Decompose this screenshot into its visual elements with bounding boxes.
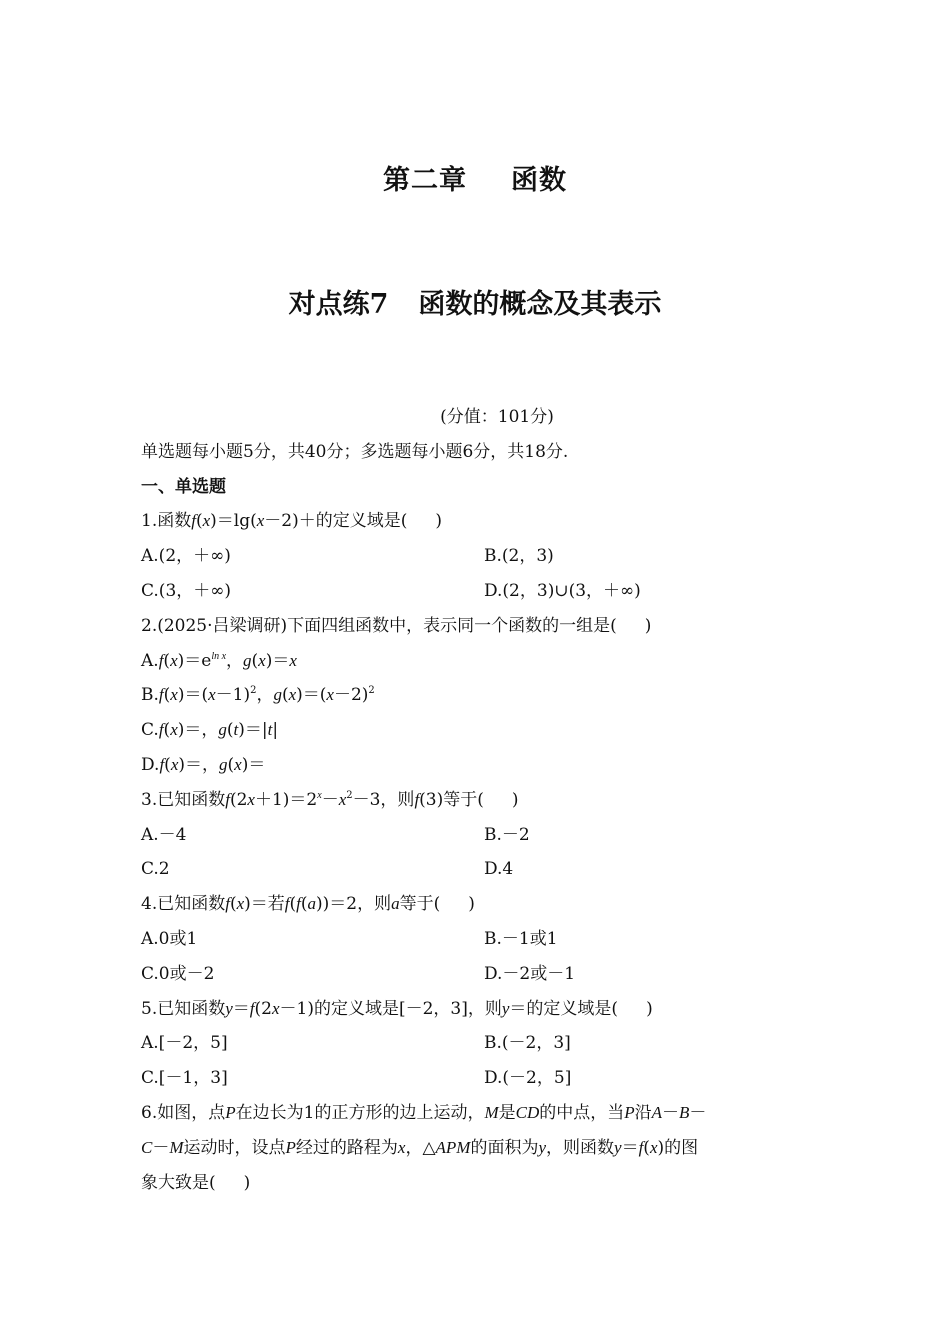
text-fragment: －1)	[215, 685, 251, 706]
text-fragment: x	[649, 1137, 658, 1157]
text-fragment: 的面积为	[470, 1137, 539, 1158]
text-fragment: 运动时，设点	[183, 1137, 286, 1158]
question-4-options-ab	[141, 922, 813, 957]
text-fragment: x	[288, 685, 297, 705]
text-fragment: f	[158, 720, 164, 740]
text-fragment: (3)等于(	[419, 789, 484, 810]
text-fragment: P	[624, 1102, 635, 1122]
text-fragment: 1.	[141, 511, 158, 532]
question-1-options-cd	[141, 574, 813, 609]
text-fragment: 5.已知函数	[141, 998, 226, 1019]
option-d[interactable]: D.(－2，5]	[484, 1068, 572, 1089]
text-fragment: ＝	[232, 998, 250, 1019]
text-fragment: ＝的定义域是(	[509, 998, 619, 1019]
text-fragment: (	[643, 1137, 650, 1158]
option-d[interactable]	[141, 748, 813, 783]
text-fragment: g	[219, 754, 228, 774]
chapter-number: 第二章	[383, 165, 467, 196]
text-fragment: (	[226, 720, 234, 741]
option-c[interactable]: C.2	[141, 859, 170, 880]
text-fragment: 2	[250, 685, 257, 697]
text-fragment: CD	[515, 1102, 540, 1122]
text-fragment: x	[236, 894, 245, 914]
option-c[interactable]: C.(3，＋∞)	[141, 580, 232, 601]
text-fragment: x	[317, 789, 322, 801]
text-fragment: )的图	[657, 1137, 699, 1158]
option-b[interactable]: B.(－2，3]	[484, 1033, 571, 1054]
text-fragment: a	[391, 894, 400, 914]
text-fragment: －	[321, 789, 339, 810]
option-d[interactable]: D.－2或－1	[484, 963, 576, 984]
text-fragment: ，	[256, 685, 274, 706]
text-fragment: ＝	[621, 1137, 639, 1158]
text-fragment: APM	[435, 1137, 471, 1157]
text-fragment: ＋1)＝2	[254, 789, 318, 810]
text-fragment: －1)的定义域是[－2，3]，则	[279, 998, 502, 1019]
score-line: (分值：101分)	[440, 407, 554, 427]
text-fragment: (	[163, 685, 171, 706]
text-fragment: )	[644, 615, 652, 636]
text-fragment: 在边长为1的正方形的边上运动，	[235, 1102, 485, 1123]
text-fragment: x	[247, 789, 255, 809]
question-1-options-ab	[141, 539, 813, 574]
lesson-name: 函数的概念及其表示	[418, 289, 662, 320]
text-fragment: g	[243, 650, 252, 670]
text-fragment: (2	[229, 789, 248, 810]
chapter-name: 函数	[511, 165, 567, 196]
text-fragment: 经过的路程为	[295, 1137, 398, 1158]
text-fragment: A.	[141, 650, 159, 671]
text-fragment: )＝	[265, 650, 290, 671]
text-fragment: )＝(	[177, 685, 209, 706]
text-fragment: y	[538, 1137, 547, 1157]
text-fragment: 的中点，当	[539, 1102, 625, 1123]
text-fragment: (	[163, 720, 171, 741]
text-fragment: f	[249, 998, 255, 1018]
text-fragment: x	[271, 998, 280, 1018]
text-fragment: (	[300, 894, 308, 915]
text-fragment: )＝	[241, 754, 266, 775]
text-fragment: x	[258, 650, 266, 670]
text-fragment: )	[646, 998, 653, 1019]
text-fragment: x	[170, 650, 178, 670]
text-fragment: ))＝2，则	[316, 894, 392, 915]
option-a[interactable]: A.－4	[141, 824, 187, 845]
text-fragment: (	[164, 754, 171, 775]
text-fragment: f	[159, 754, 165, 774]
option-c[interactable]: C.0或－2	[141, 963, 215, 984]
text-fragment: x	[397, 1137, 406, 1157]
option-c[interactable]: C.[－1，3]	[141, 1068, 228, 1089]
option-a[interactable]: A.0或1	[141, 928, 198, 949]
question-6-line-3	[141, 1166, 813, 1201]
option-a[interactable]	[141, 644, 813, 679]
chapter-title	[0, 158, 950, 197]
text-fragment: )	[511, 789, 519, 810]
question-6-line-2	[141, 1131, 813, 1166]
text-fragment: (	[229, 894, 237, 915]
text-fragment: ln x	[211, 650, 227, 662]
text-fragment: t	[267, 720, 273, 740]
text-fragment: 沿	[634, 1102, 652, 1123]
text-fragment: －2)＋的定义域是(	[264, 511, 408, 532]
text-fragment: (	[227, 754, 235, 775]
text-fragment: ，△	[405, 1137, 436, 1158]
text-fragment: 2	[346, 789, 353, 801]
text-fragment: －2)	[333, 685, 369, 706]
text-fragment: P	[225, 1102, 236, 1122]
question-1-stem	[141, 504, 813, 539]
text-fragment: x	[202, 511, 211, 531]
text-fragment: y	[614, 1137, 622, 1157]
text-fragment: (	[251, 650, 259, 671]
text-fragment: )＝|	[238, 720, 268, 741]
option-b[interactable]	[141, 678, 813, 713]
option-b[interactable]: B.－1或1	[484, 928, 558, 949]
text-fragment: x	[326, 685, 334, 705]
text-fragment: f	[158, 685, 164, 705]
lesson-title	[0, 282, 950, 321]
question-3-options-cd	[141, 852, 813, 887]
text-fragment: A	[651, 1102, 663, 1122]
text-fragment: f	[225, 894, 230, 914]
question-5-options-cd	[141, 1061, 813, 1096]
option-d[interactable]: D.(2，3)∪(3，＋∞)	[484, 580, 641, 601]
text-fragment: )	[468, 894, 475, 915]
text-fragment: x	[289, 650, 297, 670]
question-2-stem	[141, 609, 813, 644]
text-fragment: 3.已知函数	[141, 789, 226, 810]
text-fragment: (2	[254, 998, 272, 1019]
option-d[interactable]: D.4	[484, 859, 514, 880]
text-fragment: )＝，	[178, 754, 219, 775]
text-fragment: 函数	[157, 511, 192, 532]
question-4-options-cd	[141, 957, 813, 992]
scoring-rule: 单选题每小题5分，共40分；多选题每小题6分，共18分.	[141, 441, 569, 462]
text-fragment: y	[225, 998, 233, 1018]
text-fragment: 象大致是(	[141, 1172, 216, 1193]
text-fragment: x	[170, 754, 179, 774]
text-fragment: y	[501, 998, 510, 1018]
text-fragment: (	[163, 650, 171, 671]
text-fragment: )＝e	[177, 650, 212, 671]
text-fragment: g	[218, 720, 227, 740]
text-fragment: x	[208, 685, 216, 705]
text-fragment: B.	[141, 685, 159, 706]
text-fragment: －	[152, 1137, 170, 1158]
text-fragment: (	[195, 511, 203, 532]
exercise-content	[141, 400, 813, 1200]
text-fragment: f	[158, 650, 164, 670]
text-fragment: M	[484, 1102, 499, 1122]
text-fragment: M	[169, 1137, 184, 1157]
text-fragment: f	[296, 894, 301, 914]
text-fragment: f	[414, 789, 420, 809]
text-fragment: x	[338, 789, 347, 809]
text-fragment: 6.如图，点	[141, 1102, 226, 1123]
text-fragment: g	[273, 685, 282, 705]
option-b[interactable]: B.(2，3)	[484, 546, 554, 567]
text-fragment: )＝lg(	[210, 511, 257, 532]
option-a[interactable]: A.[－2，5]	[141, 1033, 228, 1054]
text-fragment: －	[689, 1102, 707, 1123]
text-fragment: ，	[226, 650, 244, 671]
option-a[interactable]: A.(2，＋∞)	[141, 546, 231, 567]
text-fragment: a	[307, 894, 317, 914]
text-fragment: D.	[141, 754, 160, 775]
text-fragment: t	[233, 720, 239, 740]
text-fragment: C.	[141, 720, 159, 741]
text-fragment: f	[638, 1137, 644, 1157]
text-fragment: C	[141, 1137, 153, 1157]
text-fragment: )＝，	[177, 720, 219, 741]
text-fragment: 等于(	[399, 894, 441, 915]
text-fragment: －3，则	[352, 789, 415, 810]
text-fragment: B	[679, 1102, 690, 1122]
text-fragment: (	[289, 894, 297, 915]
text-fragment: |	[272, 720, 279, 741]
text-fragment: 2.(2025·吕梁调研)下面四组函数中，表示同一个函数的一组是(	[141, 615, 617, 636]
text-fragment: )＝(	[296, 685, 327, 706]
text-fragment: f	[225, 789, 230, 809]
text-fragment: f	[191, 511, 196, 531]
text-fragment: f	[284, 894, 290, 914]
text-fragment: x	[170, 685, 178, 705]
text-fragment: －	[662, 1102, 680, 1123]
text-fragment: )＝若	[244, 894, 285, 915]
option-c[interactable]	[141, 713, 813, 748]
question-3-options-ab	[141, 818, 813, 853]
question-4-stem	[141, 887, 813, 922]
text-fragment: P	[285, 1137, 296, 1157]
text-fragment: 是	[498, 1102, 516, 1123]
question-3-stem	[141, 783, 813, 818]
question-6-line-1	[141, 1096, 813, 1131]
option-b[interactable]: B.－2	[484, 824, 530, 845]
question-5-stem	[141, 992, 813, 1027]
text-fragment: x	[170, 720, 178, 740]
lesson-number: 对点练7	[288, 289, 389, 320]
text-fragment: x	[256, 511, 265, 531]
text-fragment: )	[243, 1172, 251, 1193]
text-fragment: )	[435, 511, 443, 532]
text-fragment: (	[281, 685, 289, 706]
text-fragment: x	[234, 754, 242, 774]
question-5-options-ab	[141, 1026, 813, 1061]
section-heading: 一、单选题	[141, 476, 226, 497]
text-fragment: ，则函数	[546, 1137, 615, 1158]
text-fragment: 4.已知函数	[141, 894, 226, 915]
text-fragment: 2	[368, 685, 375, 697]
